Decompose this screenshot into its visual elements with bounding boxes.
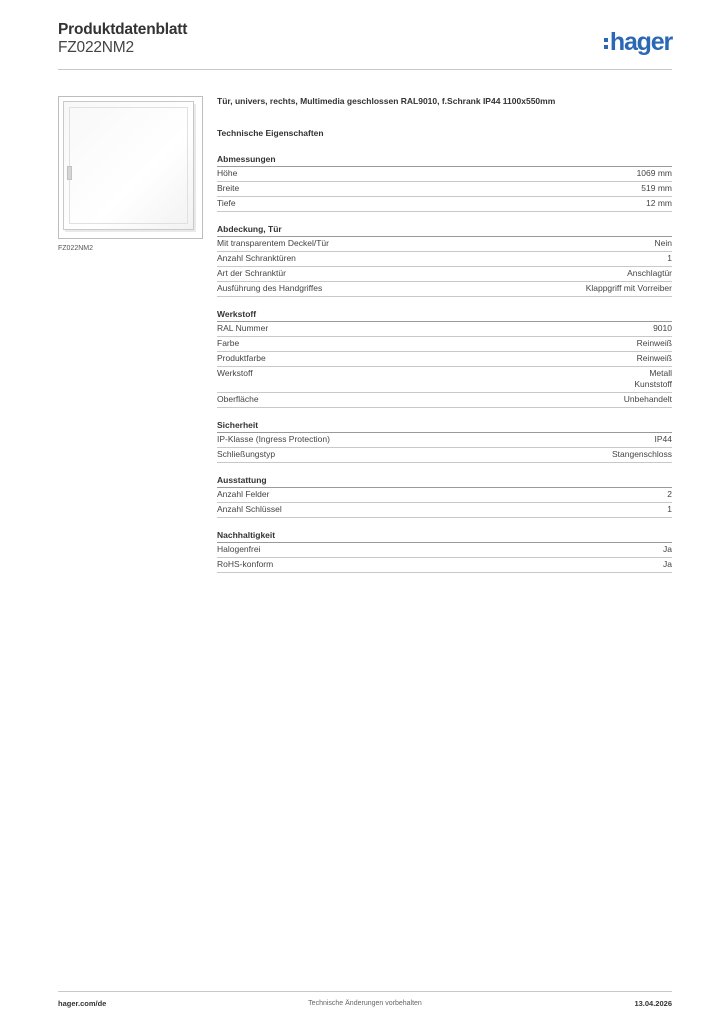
spec-row	[217, 503, 672, 518]
spec-value-line: Stangenschloss	[611, 449, 672, 459]
spec-row	[217, 282, 672, 297]
spec-value	[641, 183, 672, 194]
spec-row	[217, 433, 672, 448]
spec-label: Mit transparentem Deckel/Tür	[217, 238, 329, 248]
spec-value-line: 1	[667, 504, 672, 514]
spec-label: Breite	[217, 183, 240, 193]
spec-section	[217, 154, 672, 212]
spec-value	[663, 559, 672, 570]
spec-section	[217, 420, 672, 463]
spec-value	[637, 338, 672, 349]
spec-value-line: 9010	[653, 323, 672, 333]
spec-row	[217, 337, 672, 352]
cabinet-door-image	[63, 101, 194, 230]
spec-value-line: Ja	[663, 559, 672, 569]
logo-dots-icon	[604, 38, 608, 49]
spec-value	[667, 253, 672, 264]
spec-value-line: Nein	[654, 238, 672, 248]
spec-row	[217, 393, 672, 408]
section-title: Abmessungen	[217, 154, 672, 167]
spec-label: Art der Schranktür	[217, 268, 286, 278]
spec-value	[612, 449, 672, 460]
technical-heading: Technische Eigenschaften	[217, 128, 324, 138]
spec-label: Oberfläche	[217, 394, 259, 404]
product-number: FZ022NM2	[58, 39, 134, 56]
spec-row	[217, 488, 672, 503]
spec-row	[217, 167, 672, 182]
spec-section	[217, 309, 672, 408]
spec-row	[217, 267, 672, 282]
spec-section	[217, 224, 672, 297]
spec-value	[663, 544, 672, 555]
spec-value-line: Reinweiß	[636, 353, 672, 363]
specification-sections	[217, 154, 672, 573]
spec-row	[217, 322, 672, 337]
spec-section	[217, 530, 672, 573]
spec-label: Ausführung des Handgriffes	[217, 283, 323, 293]
spec-row	[217, 448, 672, 463]
spec-label: RoHS-konform	[217, 559, 274, 569]
product-description: Tür, univers, rechts, Multimedia geschlossen RAL9010, f.Schrank IP44 1100x550mm	[217, 96, 556, 106]
spec-value-line: Klappgriff mit Vorreiber	[585, 283, 672, 293]
spec-value-line: Unbehandelt	[623, 394, 672, 404]
spec-row	[217, 543, 672, 558]
spec-label: Produktfarbe	[217, 353, 266, 363]
section-title: Abdeckung, Tür	[217, 224, 672, 237]
footer-disclaimer: Technische Änderungen vorbehalten	[308, 1000, 422, 1007]
spec-value-line: 1069 mm	[636, 168, 672, 178]
spec-label: Tiefe	[217, 198, 236, 208]
spec-row	[217, 252, 672, 267]
page-header	[58, 21, 672, 70]
spec-label: Höhe	[217, 168, 238, 178]
product-image	[58, 96, 203, 239]
logo-wordmark: hager	[609, 28, 672, 56]
spec-value	[627, 268, 672, 279]
spec-value	[634, 368, 672, 390]
spec-value-line: IP44	[654, 434, 672, 444]
spec-label: IP-Klasse (Ingress Protection)	[217, 434, 330, 444]
spec-section	[217, 475, 672, 518]
spec-value	[667, 489, 672, 500]
spec-row	[217, 352, 672, 367]
section-title: Nachhaltigkeit	[217, 530, 672, 543]
door-handle-icon	[67, 166, 72, 180]
section-title: Ausstattung	[217, 475, 672, 488]
spec-value	[653, 323, 672, 334]
document-title: Produktdatenblatt	[58, 21, 188, 38]
hager-logo	[604, 30, 672, 55]
spec-value	[637, 353, 672, 364]
page-footer	[58, 991, 672, 1008]
spec-label: RAL Nummer	[217, 323, 269, 333]
specification-content	[217, 96, 672, 573]
spec-value-line: 2	[667, 489, 672, 499]
spec-value-line: Anschlagtür	[627, 268, 672, 278]
spec-value-line: Ja	[663, 544, 672, 554]
spec-value-line: 519 mm	[641, 183, 672, 193]
spec-label: Schließungstyp	[217, 449, 276, 459]
spec-label: Farbe	[217, 338, 240, 348]
spec-value-line: Reinweiß	[636, 338, 672, 348]
footer-website: hager.com/de	[58, 999, 107, 1008]
spec-value-line: Kunststoff	[634, 379, 672, 389]
spec-label: Anzahl Schranktüren	[217, 253, 296, 263]
section-title: Werkstoff	[217, 309, 672, 322]
spec-value	[637, 168, 672, 179]
spec-value-line: 1	[667, 253, 672, 263]
spec-label: Anzahl Felder	[217, 489, 270, 499]
spec-value-line: 12 mm	[646, 198, 672, 208]
spec-row	[217, 558, 672, 573]
spec-value	[586, 283, 672, 294]
spec-value	[646, 198, 672, 209]
spec-row	[217, 237, 672, 252]
spec-value	[655, 238, 672, 249]
spec-row	[217, 197, 672, 212]
spec-row	[217, 182, 672, 197]
footer-date: 13.04.2026	[634, 999, 672, 1008]
spec-label: Anzahl Schlüssel	[217, 504, 282, 514]
section-title: Sicherheit	[217, 420, 672, 433]
image-caption: FZ022NM2	[58, 245, 94, 252]
spec-value-line: Metall	[649, 368, 672, 378]
spec-value	[655, 434, 673, 445]
spec-label: Werkstoff	[217, 368, 253, 378]
spec-row	[217, 367, 672, 393]
spec-value	[624, 394, 672, 405]
spec-value	[667, 504, 672, 515]
spec-label: Halogenfrei	[217, 544, 261, 554]
